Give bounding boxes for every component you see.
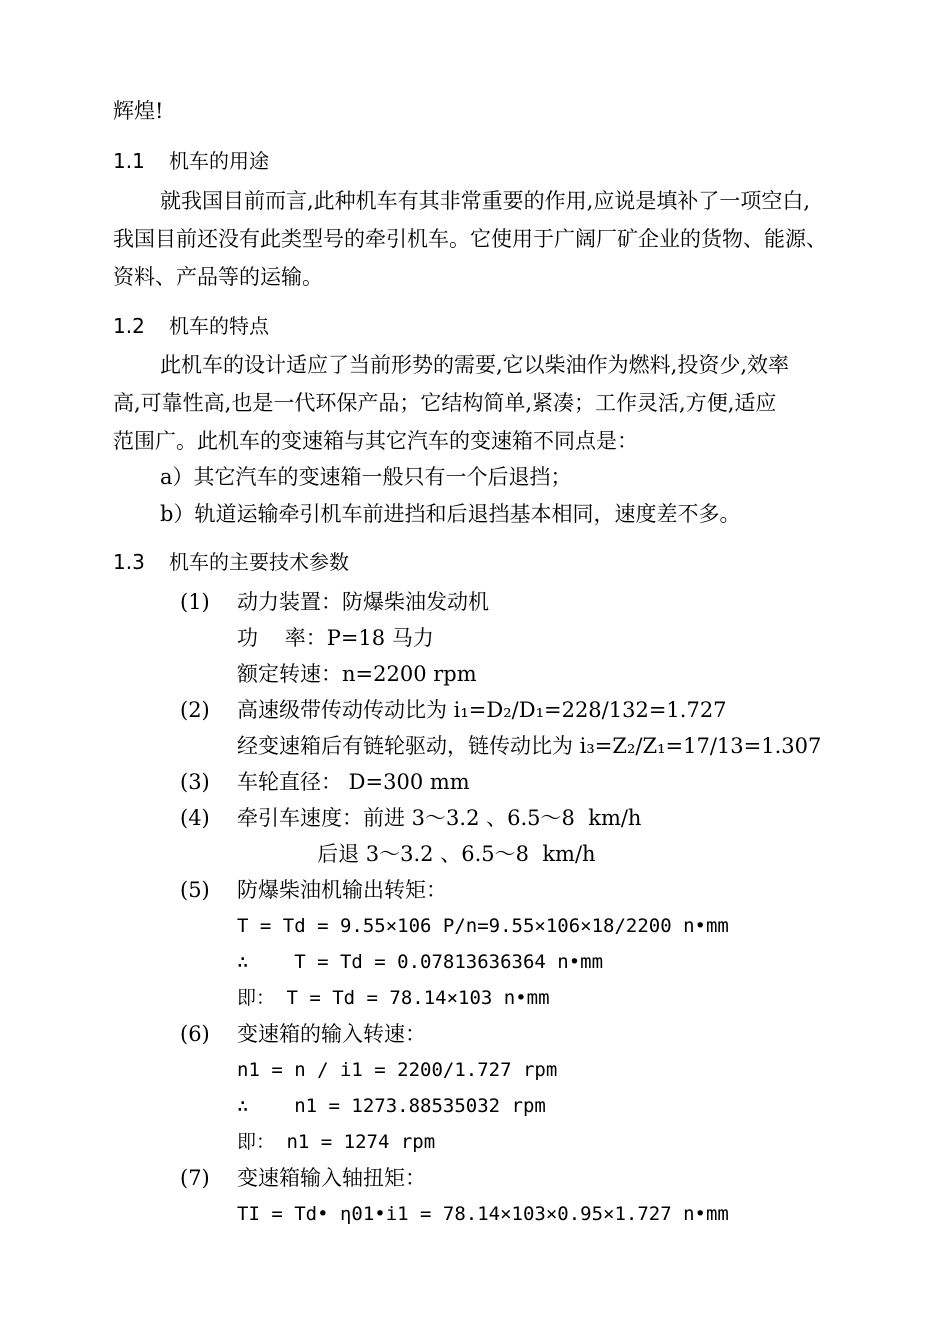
item-index: (2) [180,698,210,722]
item-index: (6) [180,1022,210,1046]
intro-tail: 辉煌! [113,99,164,123]
formula-line: TI = Td• η01•i1 = 78.14×103×0.95×1.727 n•mm [237,1203,729,1225]
item-index: (4) [180,806,210,830]
param-line: 额定转速：n=2200 rpm [237,662,477,686]
param-line: 动力装置：防爆柴油发动机 [237,590,489,614]
formula-line: ∴ n1 = 1273.88535032 rpm [237,1095,546,1117]
section-title: 机车的用途 [169,149,269,173]
formula-line: 即： T = Td = 78.14×103 n•mm [237,987,550,1009]
list-item: a）其它汽车的变速箱一般只有一个后退挡； [160,465,572,489]
paragraph-line: 就我国目前而言,此种机车有其非常重要的作用,应说是填补了一项空白, [160,189,811,213]
paragraph-line: 资料、产品等的运输。 [113,265,323,289]
param-line: 变速箱的输入转速： [237,1022,426,1046]
param-line: 变速箱输入轴扭矩： [237,1166,426,1190]
item-index: (5) [180,878,210,902]
item-index: (7) [180,1166,210,1190]
param-line: 高速级带传动传动比为 i₁=D₂/D₁=228/132=1.727 [237,698,727,722]
formula-line: n1 = n / i1 = 2200/1.727 rpm [237,1059,558,1081]
paragraph-line: 高,可靠性高,也是一代环保产品；它结构简单,紧凑；工作灵活,方便,适应 [113,391,777,415]
item-index: (1) [180,590,210,614]
paragraph-line: 我国目前还没有此类型号的牵引机车。它使用于广阔厂矿企业的货物、能源、 [113,227,827,251]
section-heading-1-3 [113,549,349,575]
item-index: (3) [180,770,210,794]
formula-line: ∴ T = Td = 0.07813636364 n•mm [237,951,604,973]
section-heading-1-1 [113,148,269,174]
section-number: 1.3 [113,550,145,574]
section-number: 1.2 [113,314,145,338]
section-number: 1.1 [113,149,145,173]
list-item: b）轨道运输牵引机车前进挡和后退挡基本相同，速度差不多。 [160,502,741,526]
section-title: 机车的特点 [169,314,269,338]
param-line: 功 率：P=18 马力 [237,626,434,650]
formula-line: 即： n1 = 1274 rpm [237,1131,436,1153]
param-line: 牵引车速度：前进 3～3.2 、6.5～8 km/h [237,806,642,830]
param-line: 经变速箱后有链轮驱动，链传动比为 i₃=Z₂/Z₁=17/13=1.307 [237,734,822,758]
section-title: 机车的主要技术参数 [169,550,349,574]
paragraph-line: 范围广。此机车的变速箱与其它汽车的变速箱不同点是： [113,429,638,453]
param-line: 后退 3～3.2 、6.5～8 km/h [237,842,596,866]
formula-line: T = Td = 9.55×106 P/n=9.55×106×18/2200 n•mm [237,915,729,937]
param-line: 车轮直径： D=300 mm [237,770,470,794]
section-heading-1-2 [113,313,269,339]
param-line: 防爆柴油机输出转矩： [237,878,447,902]
paragraph-line: 此机车的设计适应了当前形势的需要,它以柴油作为燃料,投资少,效率 [160,353,790,377]
